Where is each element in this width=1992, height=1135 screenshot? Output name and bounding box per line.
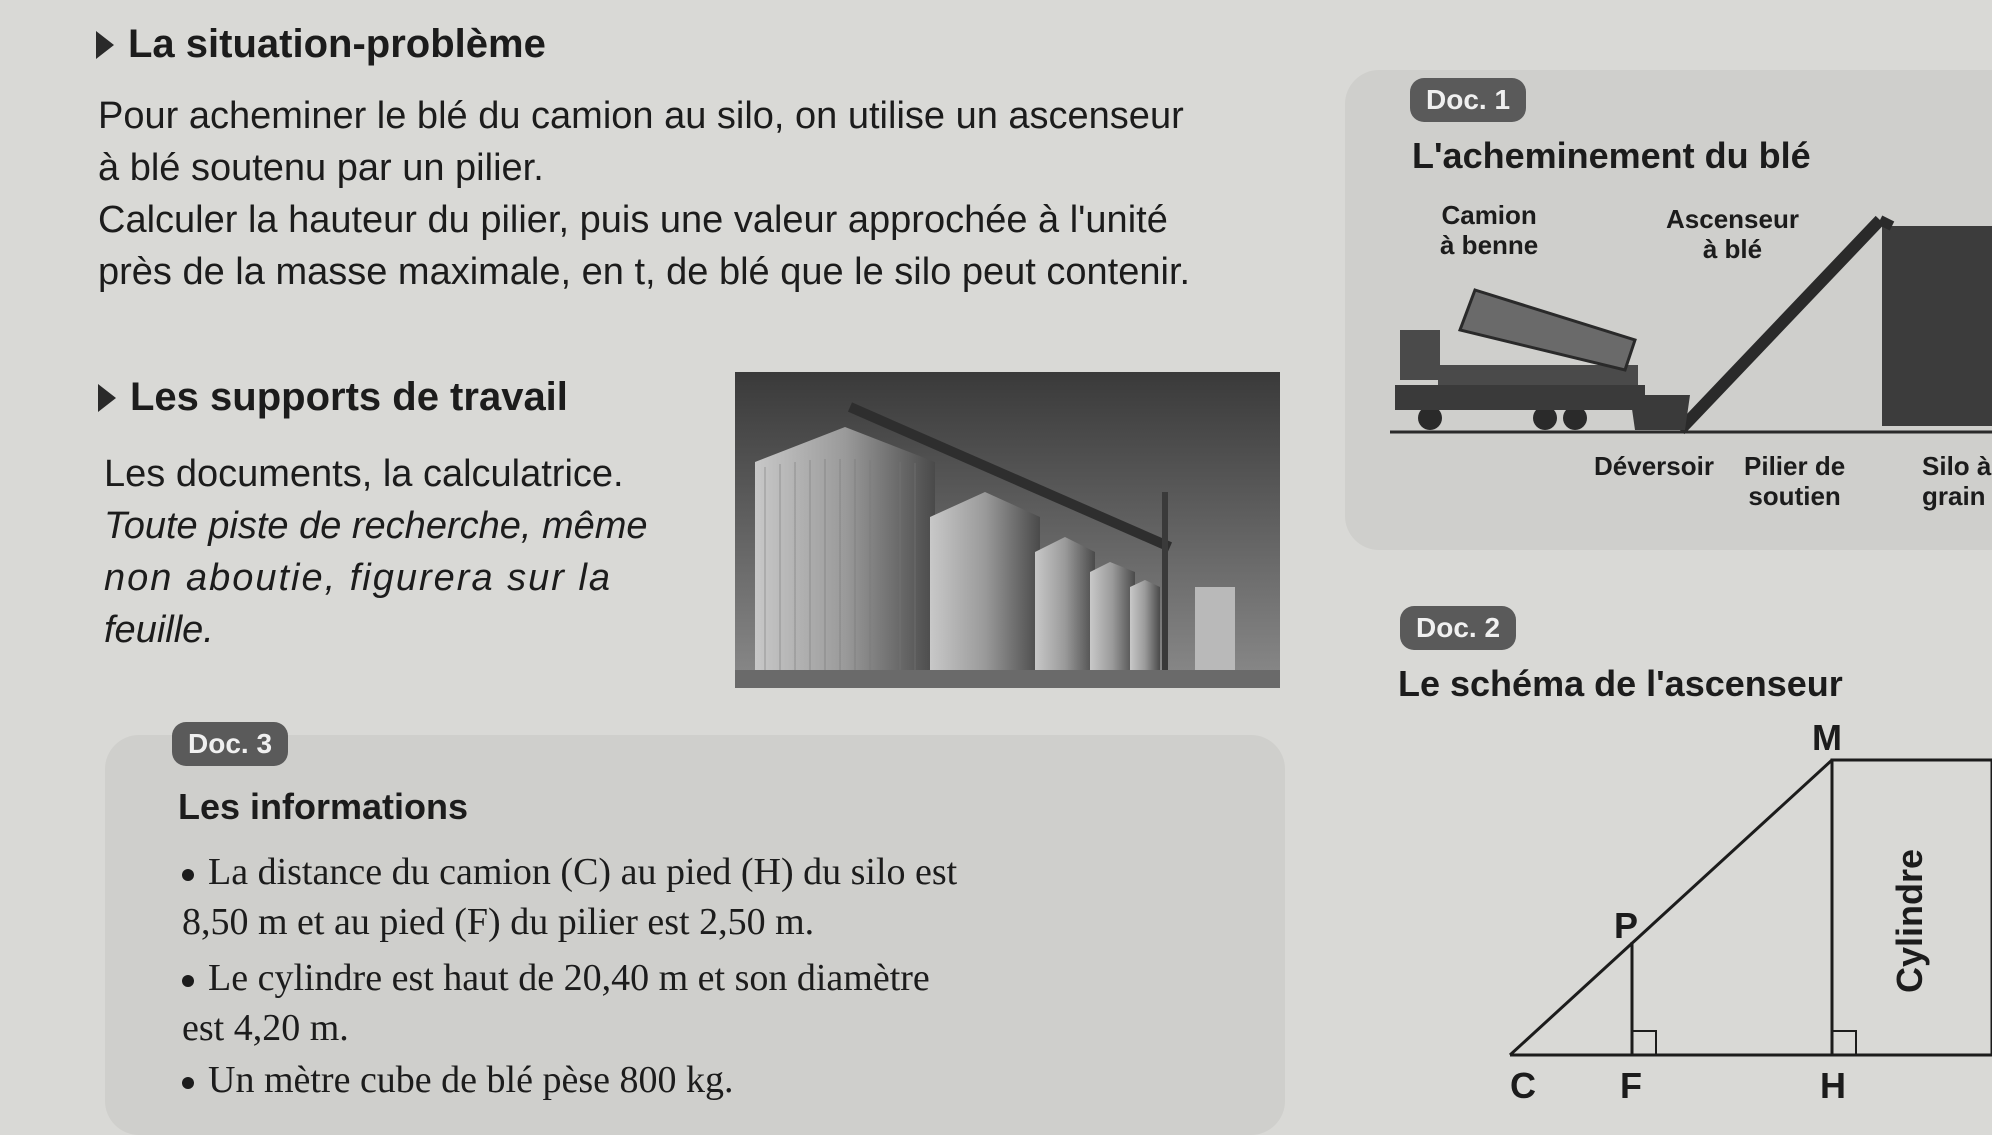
doc2-badge: Doc. 2 (1400, 606, 1516, 650)
triangle-bullet-icon (98, 384, 116, 412)
situation-text (98, 90, 1298, 298)
doc3-bullet: La distance du camion (C) au pied (H) du silo est (182, 850, 957, 894)
doc3-bullet: Le cylindre est haut de 20,40 m et son diamètre (182, 956, 930, 1000)
bullet-dot-icon (182, 869, 194, 881)
cylinder-label: Cylindre (1889, 848, 1931, 994)
silo-photo (735, 372, 1280, 688)
triangle-bullet-icon (96, 31, 114, 59)
point-m: M (1812, 717, 1842, 758)
label-pilier: Pilier de soutien (1744, 451, 1846, 511)
situation-line: Pour acheminer le blé du camion au silo, on utilise un ascenseur (98, 95, 1184, 137)
right-angle-f (1632, 1031, 1656, 1055)
doc3-title: Les informations (178, 786, 469, 827)
doc1-title: L'acheminement du blé (1412, 135, 1811, 176)
point-p: P (1614, 905, 1639, 946)
right-angle-h (1832, 1031, 1856, 1055)
supports-text (104, 448, 704, 656)
doc3-bullet-cont: 8,50 m et au pied (F) du pilier est 2,50 m. (182, 901, 815, 943)
doc1-badge: Doc. 1 (1410, 78, 1526, 122)
situation-heading: La situation-problème (96, 22, 546, 67)
situation-line: à blé soutenu par un pilier. (98, 147, 544, 189)
doc2-title: Le schéma de l'ascenseur (1398, 663, 1843, 704)
label-silo: Silo à grain (1922, 451, 1992, 511)
doc3-bullet: Un mètre cube de blé pèse 800 kg. (182, 1058, 734, 1102)
point-c: C (1510, 1065, 1536, 1106)
supports-line: Toute piste de recherche, même (104, 505, 648, 547)
supports-line: feuille. (104, 609, 214, 651)
supports-line: non aboutie, figurera sur la (104, 557, 613, 599)
truck-shape (1395, 290, 1645, 430)
situation-line: Calculer la hauteur du pilier, puis une valeur approchée à l'unité (98, 199, 1168, 241)
label-deversoir: Déversoir (1594, 451, 1714, 481)
bullet-dot-icon (182, 975, 194, 987)
segment-cm (1510, 760, 1832, 1055)
point-f: F (1620, 1065, 1642, 1106)
label-ascenseur: Ascenseur à blé (1666, 204, 1799, 264)
situation-line: près de la masse maximale, en t, de blé que le silo peut contenir. (98, 251, 1191, 293)
doc3-bullet-cont: est 4,20 m. (182, 1007, 349, 1049)
silo-shape (1882, 226, 1992, 426)
bullet-dot-icon (182, 1077, 194, 1089)
point-h: H (1820, 1065, 1846, 1106)
supports-heading: Les supports de travail (98, 375, 568, 420)
label-camion: Camion à benne (1440, 200, 1539, 260)
supports-line: Les documents, la calculatrice. (104, 453, 624, 495)
doc3-badge: Doc. 3 (172, 722, 288, 766)
